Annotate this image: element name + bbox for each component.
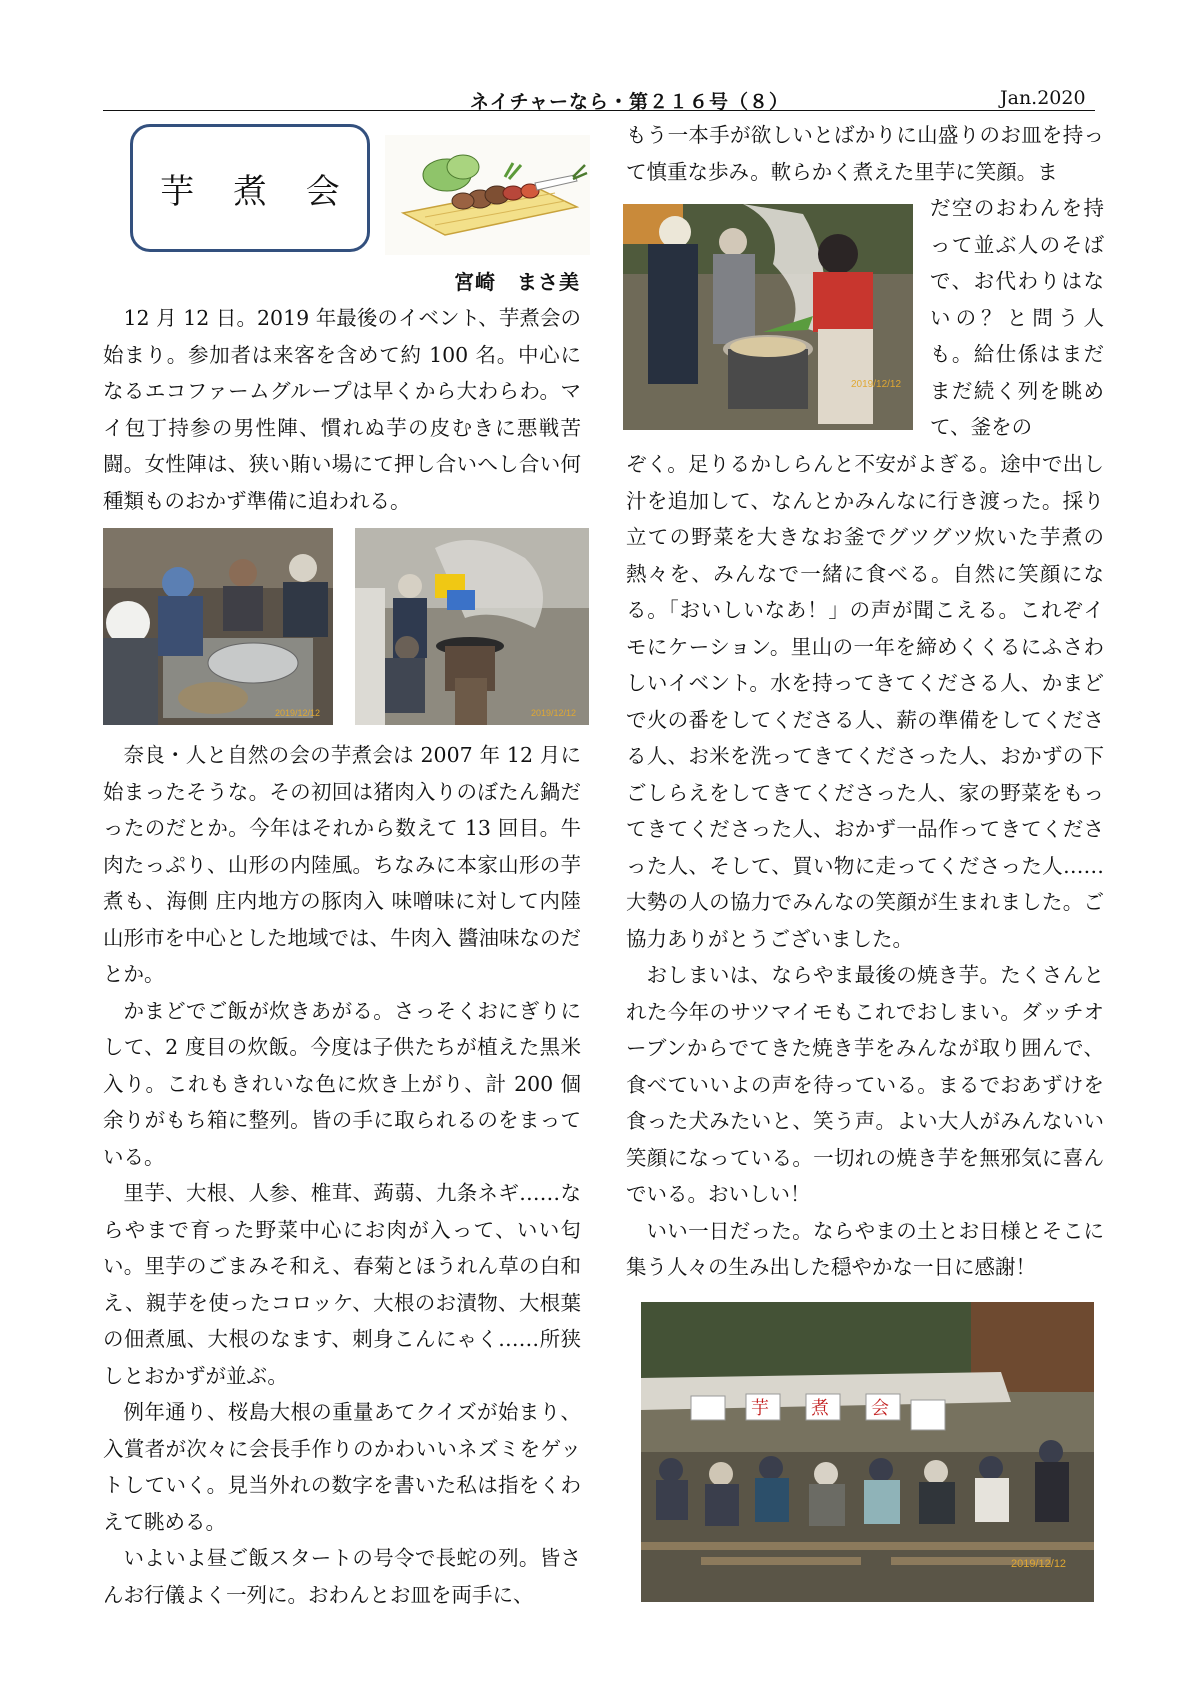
paragraph: かまどでご飯が炊きあがる。さっそくおにぎりにして、2 度目の炊飯。今度は子供たちが植えた黒米入り。これもきれいな色に炊き上がり、計 200 個余りがもち箱に整列。皆の手に取られるのをまっている。	[103, 998, 581, 1169]
column2-top-text	[626, 117, 1104, 190]
banner-char-2: 煮	[811, 1398, 829, 1419]
photo-serving-stew	[623, 204, 913, 430]
column1-top-text	[103, 300, 581, 519]
photo-cooking-pot	[355, 528, 589, 725]
article-title: 芋 煮 会	[160, 171, 354, 212]
paragraph: 12 月 12 日。2019 年最後のイベント、芋煮会の始まり。参加者は来客を含めて約 100 名。中心になるエコファームグループは早くから大わらわ。マイ包丁持参の男性陣、慣れぬ芋の皮むきに悪戦苦闘。女性陣は、狭い賄い場にて押し合いへし合い何種類ものおかず準備に追われる。	[103, 306, 581, 513]
paragraph: おしまいは、ならやま最後の焼き芋。たくさんとれた今年のサツマイモもこれでおしまい。ダッチオーブンからでてきた焼き芋をみんなが取り囲んで、食べていいよの声を待っている。まるでおあずけを食った犬みたいと、笑う声。よい大人がみんないい笑顔になっている。一切れの焼き芋を無邪気に喜んでいる。おいしい！	[626, 963, 1104, 1206]
newsletter-title: ネイチャーなら・第２１６号（８）	[470, 91, 790, 113]
paragraph: もう一本手が欲しいとばかりに山盛りのお皿を持って慎重な歩み。軟らかく煮えた里芋に笑顔。ま	[626, 123, 1104, 184]
author-name: 宮崎 まさ美	[454, 270, 580, 294]
paragraph: 奈良・人と自然の会の芋煮会は 2007 年 12 月に始まったそうな。その初回は猪肉入りのぼたん鍋だったのだとか。今年はそれから数えて 13 回目。牛肉たっぷり、山形の内陸風。ちなみに本家山形の芋煮も、海側 庄内地方の豚肉入 味噌味に対して内陸 山形市を中心とした地域では、牛肉入 醬油味なのだとか。	[103, 743, 582, 986]
column2-bottom-text	[626, 446, 1104, 1286]
photo-date-stamp: 2019/12/12	[275, 708, 321, 718]
paragraph: いよいよ昼ご飯スタートの号令で長蛇の列。皆さんお行儀よく一列に。おわんとお皿を両手に、	[103, 1546, 581, 1607]
paragraph: 里芋、大根、人参、椎茸、蒟蒻、九条ネギ……ならやまで育った野菜中心にお肉が入って、いい匂い。里芋のごまみそ和え、春菊とほうれん草の白和え、親芋を使ったコロッケ、大根のお漬物、大根葉の佃煮風、大根のなます、刺身こんにゃく……所狭しとおかずが並ぶ。	[103, 1181, 581, 1388]
article-title-box	[130, 124, 370, 252]
paragraph: ぞく。足りるかしらんと不安がよぎる。途中で出し汁を追加して、なんとかみんなに行き渡った。採り立ての野菜を大きなお釜でグツグツ炊いた芋煮の熱々を、みんなで一緒に食べる。自然に笑顔になる。「おいしいなあ！」の声が聞こえる。これぞイモにケーション。里山の一年を締めくくるにふさわしいイベント。水を持ってきてくださる人、かまどで火の番をしてくださる人、薪の準備をしてくださる人、お米を洗ってきてくださった人、おかずの下ごしらえをしてきてくださった人、家の野菜をもってきてくださった人、おかず一品作ってきてくださった人、そして、買い物に走ってくださった人……大勢の人の協力でみんなの笑顔が生まれました。ご協力ありがとうございました。	[626, 452, 1104, 951]
svg-text:2019/12/12: 2019/12/12	[851, 379, 902, 390]
svg-text:2019/12/12: 2019/12/12	[1011, 1558, 1067, 1570]
photo-crowd-gathering	[641, 1302, 1094, 1602]
photo-peeling-taro	[103, 528, 333, 725]
column1-bottom-text	[103, 737, 581, 1613]
svg-text:2019/12/12: 2019/12/12	[531, 708, 577, 718]
banner-char-3: 会	[871, 1398, 889, 1419]
vegetable-illustration	[385, 135, 590, 255]
header-rule	[103, 110, 1095, 111]
paragraph: だ空のおわんを持って並ぶ人のそばで、お代わりはないの？と問う人も。給仕係はまだまだ続く列を眺めて、釜をの	[930, 196, 1104, 439]
paragraph: 例年通り、桜島大根の重量あてクイズが始まり、入賞者が次々に会長手作りのかわいいネズミをゲットしていく。見当外れの数字を書いた私は指をくわえて眺める。	[103, 1400, 581, 1534]
paragraph: いい一日だった。ならやまの土とお日様とそこに集う人々の生み出した穏やかな一日に感謝！	[626, 1218, 1104, 1279]
issue-date: Jan.2020	[1000, 87, 1086, 109]
banner-char-1: 芋	[751, 1398, 769, 1419]
column2-side-text	[930, 190, 1104, 446]
